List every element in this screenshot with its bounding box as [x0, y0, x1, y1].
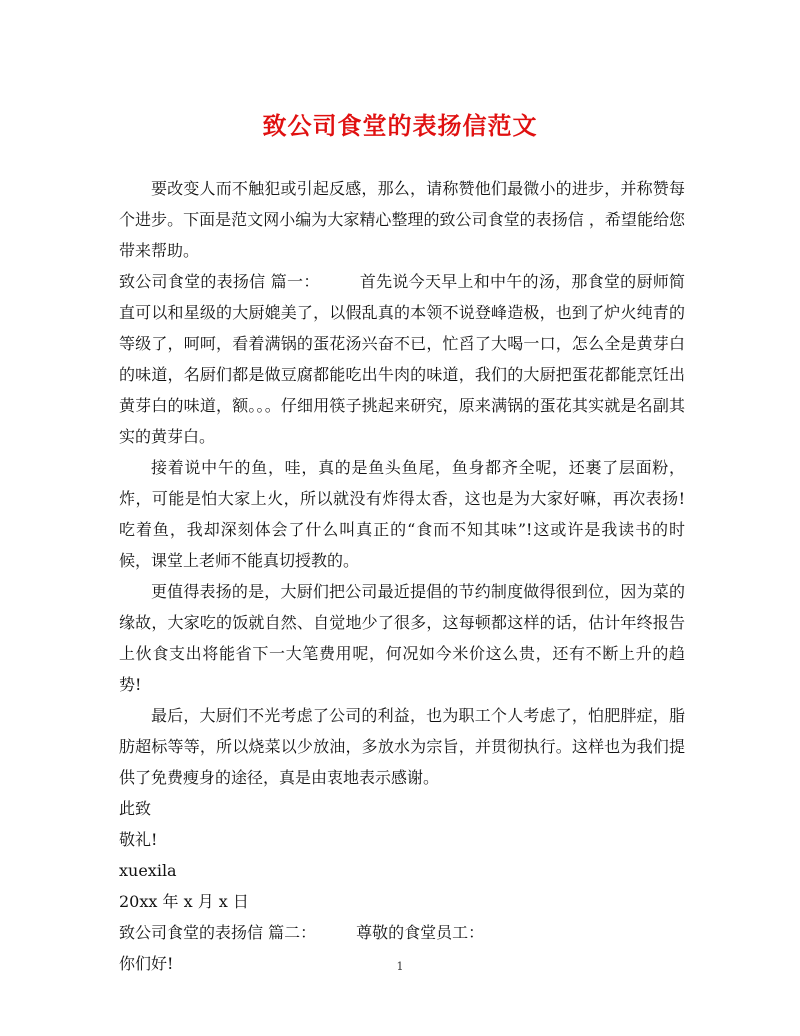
- section-2-line-1: 你们好!: [119, 954, 174, 973]
- intro-paragraph: 要改变人而不触犯或引起反感，那么，请称赞他们最微小的进步，并称赞每个进步。下面是范文网小编为大家精心整理的致公司食堂的表扬信 ，希望能给您带来帮助。: [119, 179, 685, 260]
- section-1-paragraph: [119, 266, 685, 452]
- page-number: 1: [396, 960, 404, 973]
- closing-line-1: 此致: [119, 799, 152, 818]
- signature: xuexila: [119, 861, 177, 880]
- closing-line-2: 敬礼!: [119, 830, 158, 849]
- section-2-greeting: 尊敬的食堂员工：: [356, 923, 485, 942]
- document-title: 致公司食堂的表扬信范文: [262, 111, 538, 140]
- section-1-paragraph-1: 首先说今天早上和中午的汤，那食堂的厨师简直可以和星级的大厨媲美了，以假乱真的本领不说登峰造极，也到了炉火纯青的等级了，呵呵，看着满锅的蛋花汤兴奋不已，忙舀了大喝一口，怎么全是黄芽白的味道，名厨们都是做豆腐都能吃出牛肉的味道，我们的大厨把蛋花都能烹饪出黄芽白的味道，额。。。仔细用筷子挑起来研究，原来满锅的蛋花其实就是名副其实的黄芽白。: [119, 272, 685, 446]
- section-1-paragraph-4: 最后，大厨们不光考虑了公司的利益，也为职工个人考虑了，怕肥胖症，脂肪超标等等，所以烧菜以少放油，多放水为宗旨，并贯彻执行。这样也为我们提供了免费瘦身的途径，真是由衷地表示感谢。: [119, 706, 685, 787]
- section-1-paragraph-3: 更值得表扬的是，大厨们把公司最近提倡的节约制度做得很到位，因为菜的缘故，大家吃的饭就自然、自觉地少了很多，这每顿都这样的话，估计年终报告上伙食支出将能省下一大笔费用呢，何况如今米价这么贵，还有不断上升的趋势!: [119, 582, 685, 694]
- section-2-paragraph: [119, 917, 685, 948]
- document-body: [119, 173, 685, 979]
- section-2-heading: 致公司食堂的表扬信 篇二：: [119, 923, 317, 942]
- letter-date: 20xx 年 x 月 x 日: [119, 892, 249, 911]
- section-1-heading: 致公司食堂的表扬信 篇一：: [119, 272, 320, 291]
- section-1-paragraph-2: 接着说中午的鱼，哇，真的是鱼头鱼尾，鱼身都齐全呢，还裹了层面粉，炸，可能是怕大家上火，所以就没有炸得太香，这也是为大家好嘛，再次表扬!吃着鱼，我却深刻体会了什么叫真正的“食而不知其味”!这或许是我读书的时候，课堂上老师不能真切授教的。: [119, 458, 685, 570]
